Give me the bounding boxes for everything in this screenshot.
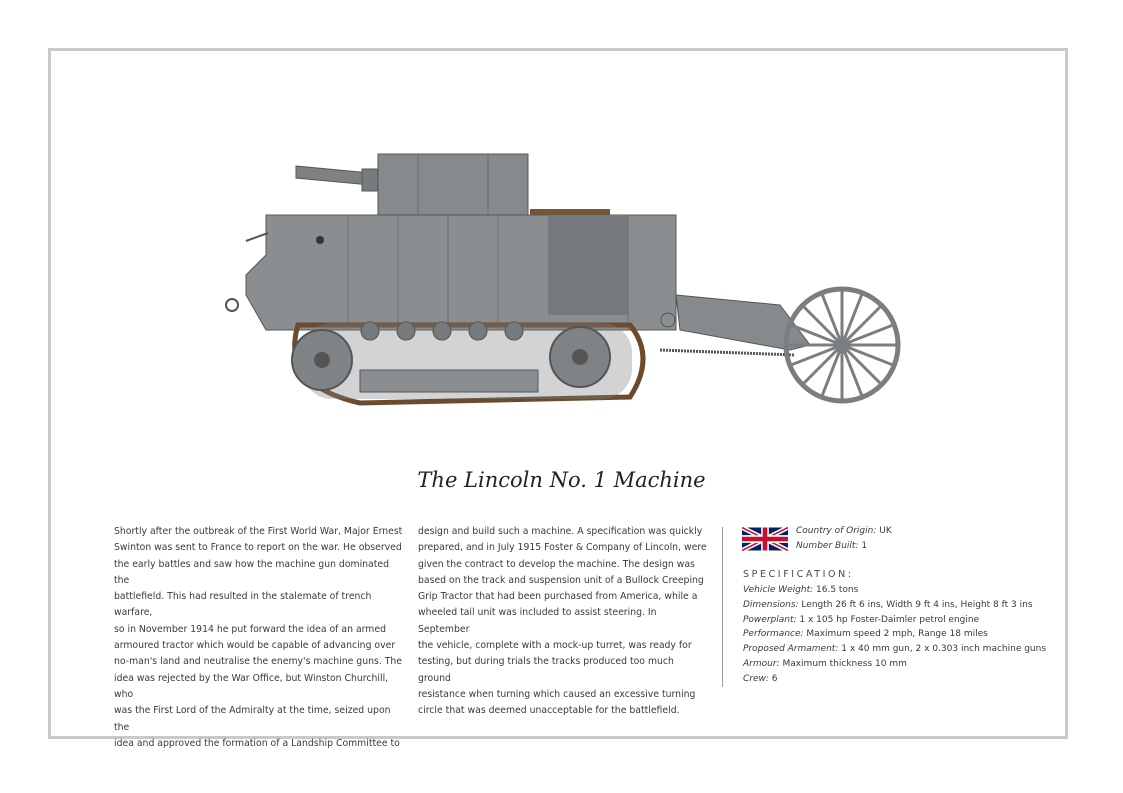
union-jack-flag-icon [742,527,788,551]
description-line: was the First Lord of the Admiralty at the time, seized upon the [114,705,391,733]
spec-label: Performance: [743,629,804,640]
tank-illustration [210,145,910,415]
description-line: armoured tractor which would be capable of advancing over [114,640,396,652]
spec-value: 1 x 40 mm gun, 2 x 0.303 inch machine guns [838,644,1047,655]
spec-item [743,657,1063,672]
description-line: Shortly after the outbreak of the First World War, Major Ernest [114,526,403,537]
country-label: Country of Origin: [796,526,877,536]
origin-info [796,524,892,554]
spec-value: Length 26 ft 6 ins, Width 9 ft 4 ins, Height 8 ft 3 ins [798,599,1033,610]
built-value: 1 [858,541,868,551]
description-line: so in November 1914 he put forward the idea of an armed [114,623,386,635]
description-line: idea and approved the formation of a Landship Committee to [114,737,400,749]
spec-item [743,672,1063,687]
country-of-origin [796,524,892,539]
built-label: Number Built: [796,541,859,551]
description-line: based on the track and suspension unit of a Bullock Creeping [418,574,704,586]
description-line: Grip Tractor that had been purchased from America, while a [418,591,698,603]
spec-item [743,598,1063,613]
spec-label: Dimensions: [743,599,799,610]
description-line: battlefield. This had resulted in the stalemate of trench warfare, [114,591,372,619]
description-column-2 [418,524,708,720]
description-line: resistance when turning which caused an excessive turning [418,688,696,700]
spec-label: Crew: [743,673,769,684]
description-line: wheeled tail unit was included to assist steering. In September [418,607,657,635]
spec-label: Armour: [743,658,780,669]
spec-item [743,613,1063,628]
spec-value: Maximum thickness 10 mm [779,658,907,669]
page-title: The Lincoln No. 1 Machine [417,468,706,492]
spec-label: Vehicle Weight: [743,585,814,595]
spec-label: Proposed Armament: [743,644,839,655]
description-line: testing, but during trials the tracks produced too much ground [418,656,674,684]
description-line: Swinton was sent to France to report on the war. He observed [114,542,402,554]
description-line: design and build such a machine. A specification was quickly [418,526,703,537]
description-line: given the contract to develop the machine. The design was [418,558,695,570]
spec-item [743,642,1063,657]
column-divider [722,527,723,687]
description-line: no-man's land and neutralise the enemy's machine guns. The [114,656,403,668]
specification-list [743,583,1063,687]
description-line: the vehicle, complete with a mock-up turret, was ready for [418,640,692,652]
specification-heading: SPECIFICATION: [743,569,854,580]
description-line: circle that was deemed unacceptable for the battlefield. [418,705,680,717]
spec-value: Maximum speed 2 mph, Range 18 miles [803,629,988,640]
country-value: UK [876,526,892,536]
description-line: idea was rejected by the War Office, but Winston Churchill, who [114,672,389,700]
spec-value: 6 [768,673,778,684]
number-built [796,539,892,554]
spec-item [743,583,1063,598]
description-line: the early battles and saw how the machine gun dominated the [114,558,390,586]
spec-item [743,627,1063,642]
description-column-1 [114,524,404,752]
spec-value: 16.5 tons [813,585,859,595]
spec-label: Powerplant: [743,614,797,625]
description-line: prepared, and in July 1915 Foster & Company of Lincoln, were [418,542,707,554]
spec-value: 1 x 105 hp Foster-Daimler petrol engine [796,614,980,625]
